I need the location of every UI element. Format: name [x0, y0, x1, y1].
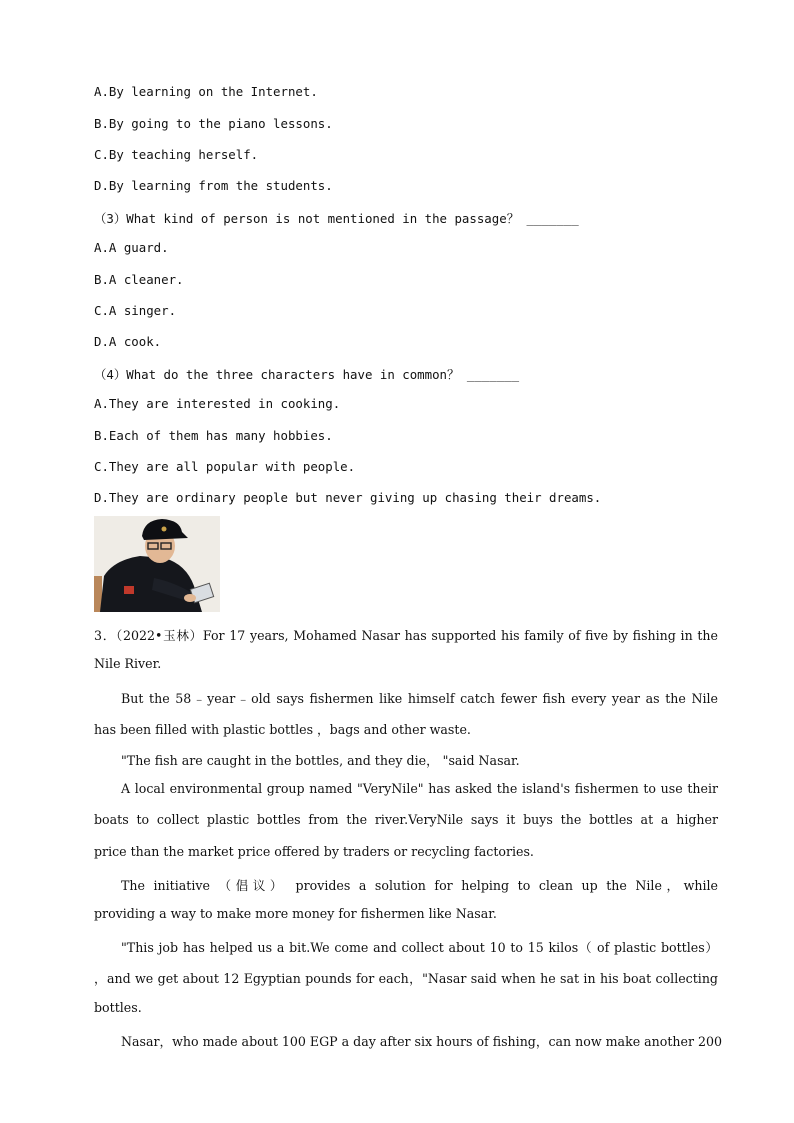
- passage-line-5: "The fish are caught in the bottles, and they die， "said Nasar.: [121, 753, 520, 768]
- passage-line-12: ，and we get about 12 Egyptian pounds for each，"Nasar said when he sat in his boat collecting: [94, 971, 718, 986]
- passage-line-1: 3．（2022•玉林）For 17 years, Mohamed Nasar has supported his family of five by fishing in the: [94, 628, 718, 643]
- option-a-guard: A.A guard.: [94, 240, 169, 255]
- option-a-internet: A.By learning on the Internet.: [94, 84, 318, 99]
- passage-line-11: "This job has helped us a bit.We come and collect about 10 to 15 kilos（ of plastic bottles）: [121, 940, 718, 955]
- passage-line-9: The initiative （倡议） provides a solution for helping to clean up the Nile，while: [121, 878, 718, 893]
- passage-line-2: Nile River.: [94, 656, 162, 671]
- option-b-cleaner: B.A cleaner.: [94, 272, 184, 287]
- guard-photo-illustration: [94, 516, 220, 612]
- option-c-singer: C.A singer.: [94, 303, 177, 318]
- passage-line-3: But the 58﹣year﹣old says fishermen like himself catch fewer fish every year as the Nile: [121, 691, 718, 706]
- passage-line-8: price than the market price offered by traders or recycling factories.: [94, 844, 534, 859]
- guard-photo: [94, 516, 220, 612]
- passage-line-7: boats to collect plastic bottles from the river.VeryNile says it buys the bottles at a higher: [94, 812, 718, 827]
- option-b-piano-lessons: B.By going to the piano lessons.: [94, 116, 333, 131]
- passage-line-13: bottles.: [94, 1000, 142, 1015]
- option-b-hobbies: B.Each of them has many hobbies.: [94, 428, 333, 443]
- option-d-cook: D.A cook.: [94, 334, 162, 349]
- option-c-teaching-herself: C.By teaching herself.: [94, 147, 259, 162]
- option-a-cooking: A.They are interested in cooking.: [94, 396, 341, 411]
- question-4: （4）What do the three characters have in common？ _______: [94, 367, 520, 382]
- option-c-popular: C.They are all popular with people.: [94, 459, 356, 474]
- passage-line-6: A local environmental group named "VeryNile" has asked the island's fishermen to use their: [121, 781, 718, 796]
- passage-line-14: Nasar，who made about 100 EGP a day after six hours of fishing，can now make another 200: [121, 1034, 723, 1049]
- passage-line-4: has been filled with plastic bottles ，bags and other waste.: [94, 722, 471, 737]
- option-d-ordinary-people: D.They are ordinary people but never giving up chasing their dreams.: [94, 490, 602, 505]
- question-3: （3）What kind of person is not mentioned in the passage？ _______: [94, 211, 579, 226]
- passage-line-10: providing a way to make more money for fishermen like Nasar.: [94, 906, 497, 921]
- option-d-students: D.By learning from the students.: [94, 178, 333, 193]
